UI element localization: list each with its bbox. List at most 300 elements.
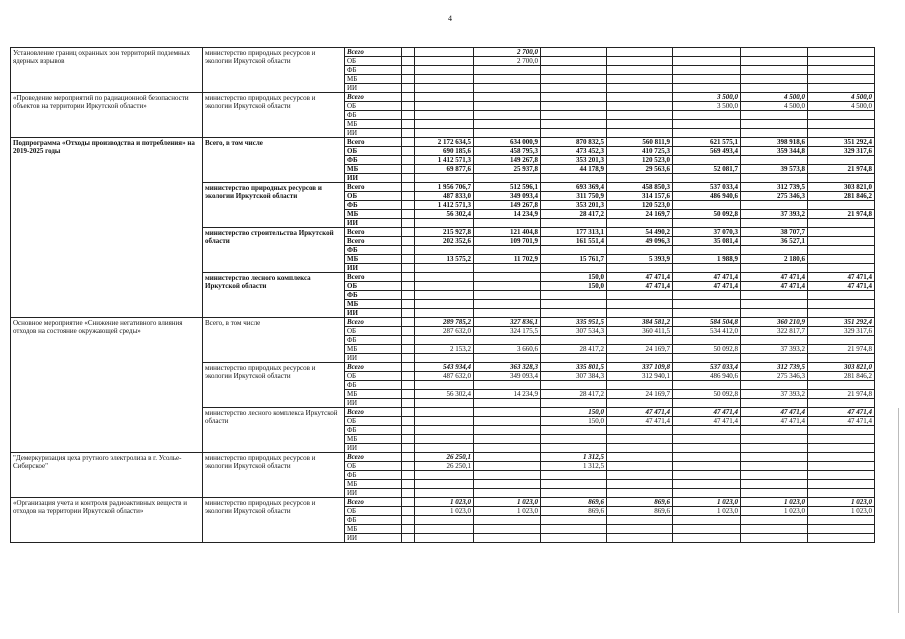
amount-cell <box>402 75 415 84</box>
amount-cell <box>808 66 875 75</box>
amount-cell <box>474 219 541 228</box>
amount-cell: 312 940,1 <box>607 372 673 381</box>
amount-cell: 49 096,3 <box>607 237 673 246</box>
amount-cell <box>402 237 415 246</box>
amount-cell: 1 023,0 <box>741 507 808 516</box>
amount-cell: 1 023,0 <box>415 507 474 516</box>
amount-cell <box>607 336 673 345</box>
amount-cell <box>808 201 875 210</box>
amount-cell <box>541 525 607 534</box>
amount-cell: 24 169,7 <box>607 390 673 399</box>
funding-source: ФБ <box>345 201 402 210</box>
amount-cell <box>474 489 541 498</box>
amount-cell <box>402 534 415 543</box>
amount-cell <box>541 174 607 183</box>
amount-cell <box>474 93 541 102</box>
amount-cell: 512 596,1 <box>474 183 541 192</box>
amount-cell <box>541 426 607 435</box>
amount-cell: 150,0 <box>541 273 607 282</box>
amount-cell: 14 234,9 <box>474 390 541 399</box>
amount-cell: 314 157,6 <box>607 192 673 201</box>
responsible-executor: министерство природных ресурсов и экологии Иркутской области <box>203 498 345 543</box>
funding-source: МБ <box>345 210 402 219</box>
amount-cell: 543 934,4 <box>415 363 474 372</box>
responsible-executor: министерство природных ресурсов и экологии Иркутской области <box>203 183 345 228</box>
amount-cell <box>541 399 607 408</box>
scan-edge-line <box>898 408 899 613</box>
amount-cell <box>607 381 673 390</box>
amount-cell <box>607 291 673 300</box>
amount-cell <box>415 291 474 300</box>
amount-cell <box>741 156 808 165</box>
amount-cell: 47 471,4 <box>808 408 875 417</box>
amount-cell <box>741 174 808 183</box>
amount-cell <box>541 93 607 102</box>
amount-cell: 54 490,2 <box>607 228 673 237</box>
amount-cell: 47 471,4 <box>673 273 741 282</box>
amount-cell <box>402 174 415 183</box>
responsible-executor: министерство природных ресурсов и экологии Иркутской области <box>203 48 345 93</box>
amount-cell <box>541 57 607 66</box>
amount-cell <box>741 462 808 471</box>
amount-cell <box>415 525 474 534</box>
amount-cell <box>415 66 474 75</box>
amount-cell <box>402 282 415 291</box>
funding-source: ОБ <box>345 417 402 426</box>
amount-cell: 26 250,1 <box>415 453 474 462</box>
amount-cell <box>402 246 415 255</box>
amount-cell <box>474 381 541 390</box>
amount-cell <box>402 318 415 327</box>
amount-cell: 307 534,3 <box>541 327 607 336</box>
amount-cell: 47 471,4 <box>607 408 673 417</box>
amount-cell <box>673 354 741 363</box>
amount-cell <box>474 66 541 75</box>
amount-cell <box>474 444 541 453</box>
amount-cell <box>402 210 415 219</box>
amount-cell <box>607 516 673 525</box>
amount-cell <box>415 381 474 390</box>
amount-cell <box>402 372 415 381</box>
amount-cell <box>808 336 875 345</box>
amount-cell <box>607 84 673 93</box>
amount-cell <box>808 525 875 534</box>
amount-cell: 56 302,4 <box>415 390 474 399</box>
amount-cell: 26 250,1 <box>415 462 474 471</box>
amount-cell: 584 504,8 <box>673 318 741 327</box>
amount-cell <box>474 246 541 255</box>
amount-cell <box>402 471 415 480</box>
amount-cell: 359 344,8 <box>741 147 808 156</box>
amount-cell: 307 384,3 <box>541 372 607 381</box>
amount-cell: 1 023,0 <box>808 498 875 507</box>
funding-source: Всего <box>345 318 402 327</box>
amount-cell: 351 292,4 <box>808 138 875 147</box>
amount-cell <box>607 57 673 66</box>
amount-cell <box>402 354 415 363</box>
amount-cell: 303 821,0 <box>808 183 875 192</box>
amount-cell: 693 369,4 <box>541 183 607 192</box>
amount-cell: 37 070,3 <box>673 228 741 237</box>
amount-cell: 150,0 <box>541 408 607 417</box>
amount-cell: 486 940,6 <box>673 372 741 381</box>
amount-cell: 47 471,4 <box>673 282 741 291</box>
amount-cell: 47 471,4 <box>808 282 875 291</box>
funding-source: ОБ <box>345 372 402 381</box>
amount-cell: 534 412,0 <box>673 327 741 336</box>
funding-source: Всего <box>345 183 402 192</box>
amount-cell: 36 527,1 <box>741 237 808 246</box>
amount-cell <box>808 84 875 93</box>
amount-cell <box>741 525 808 534</box>
funding-source: ИИ <box>345 354 402 363</box>
amount-cell: 3 500,0 <box>673 102 741 111</box>
funding-source: ИИ <box>345 219 402 228</box>
amount-cell: 47 471,4 <box>607 417 673 426</box>
amount-cell <box>402 201 415 210</box>
amount-cell <box>607 444 673 453</box>
amount-cell <box>541 246 607 255</box>
amount-cell <box>808 471 875 480</box>
amount-cell <box>673 471 741 480</box>
amount-cell <box>402 57 415 66</box>
amount-cell <box>808 291 875 300</box>
measure-name: "Демеркуризация цеха ртутного электролиза в г. Усолье-Сибирское" <box>11 453 203 498</box>
amount-cell <box>541 381 607 390</box>
amount-cell <box>741 129 808 138</box>
amount-cell <box>673 399 741 408</box>
amount-cell: 353 201,3 <box>541 201 607 210</box>
amount-cell: 360 210,9 <box>741 318 808 327</box>
amount-cell: 384 581,2 <box>607 318 673 327</box>
amount-cell <box>741 516 808 525</box>
funding-source: ИИ <box>345 174 402 183</box>
amount-cell <box>741 336 808 345</box>
amount-cell <box>474 282 541 291</box>
amount-cell <box>402 426 415 435</box>
amount-cell: 109 701,9 <box>474 237 541 246</box>
funding-source: МБ <box>345 525 402 534</box>
amount-cell: 150,0 <box>541 417 607 426</box>
amount-cell: 150,0 <box>541 282 607 291</box>
amount-cell: 335 801,5 <box>541 363 607 372</box>
amount-cell <box>607 66 673 75</box>
amount-cell <box>673 489 741 498</box>
amount-cell: 458 850,3 <box>607 183 673 192</box>
table-row <box>11 93 875 102</box>
amount-cell <box>541 471 607 480</box>
amount-cell: 50 092,8 <box>673 390 741 399</box>
amount-cell: 349 093,4 <box>474 372 541 381</box>
amount-cell <box>741 291 808 300</box>
funding-source: ОБ <box>345 327 402 336</box>
funding-source: Всего <box>345 453 402 462</box>
funding-source: МБ <box>345 345 402 354</box>
amount-cell: 360 411,5 <box>607 327 673 336</box>
amount-cell: 289 785,2 <box>415 318 474 327</box>
amount-cell <box>808 462 875 471</box>
amount-cell <box>402 498 415 507</box>
funding-source: МБ <box>345 300 402 309</box>
amount-cell: 398 918,6 <box>741 138 808 147</box>
amount-cell <box>741 489 808 498</box>
funding-source: МБ <box>345 480 402 489</box>
amount-cell <box>673 156 741 165</box>
amount-cell <box>415 57 474 66</box>
amount-cell: 690 185,6 <box>415 147 474 156</box>
amount-cell: 47 471,4 <box>607 282 673 291</box>
amount-cell: 15 761,7 <box>541 255 607 264</box>
amount-cell <box>741 426 808 435</box>
amount-cell <box>415 273 474 282</box>
amount-cell: 50 092,8 <box>673 210 741 219</box>
amount-cell <box>402 381 415 390</box>
amount-cell: 275 346,3 <box>741 372 808 381</box>
amount-cell: 4 500,0 <box>741 93 808 102</box>
amount-cell <box>474 453 541 462</box>
amount-cell: 47 471,4 <box>808 417 875 426</box>
amount-cell: 537 033,4 <box>673 363 741 372</box>
amount-cell <box>474 120 541 129</box>
funding-source: ИИ <box>345 489 402 498</box>
amount-cell <box>808 228 875 237</box>
amount-cell <box>541 516 607 525</box>
responsible-executor: Всего, в том числе <box>203 138 345 183</box>
amount-cell <box>402 264 415 273</box>
amount-cell <box>808 111 875 120</box>
amount-cell <box>741 84 808 93</box>
amount-cell <box>415 111 474 120</box>
amount-cell <box>474 516 541 525</box>
amount-cell <box>808 444 875 453</box>
amount-cell: 621 575,1 <box>673 138 741 147</box>
amount-cell <box>415 489 474 498</box>
amount-cell <box>474 75 541 84</box>
amount-cell: 215 927,8 <box>415 228 474 237</box>
amount-cell <box>673 111 741 120</box>
table-row <box>11 318 875 327</box>
amount-cell <box>415 48 474 57</box>
amount-cell <box>402 147 415 156</box>
amount-cell <box>808 435 875 444</box>
amount-cell <box>402 507 415 516</box>
amount-cell <box>402 183 415 192</box>
amount-cell: 2 700,0 <box>474 57 541 66</box>
amount-cell <box>474 480 541 489</box>
table-row <box>11 498 875 507</box>
amount-cell <box>402 165 415 174</box>
amount-cell: 329 317,6 <box>808 147 875 156</box>
amount-cell: 11 702,9 <box>474 255 541 264</box>
amount-cell <box>402 300 415 309</box>
funding-source: ОБ <box>345 57 402 66</box>
amount-cell: 473 452,3 <box>541 147 607 156</box>
amount-cell <box>402 363 415 372</box>
amount-cell <box>402 336 415 345</box>
amount-cell <box>415 426 474 435</box>
amount-cell: 56 302,4 <box>415 210 474 219</box>
amount-cell <box>474 291 541 300</box>
amount-cell: 3 660,6 <box>474 345 541 354</box>
amount-cell: 275 346,3 <box>741 192 808 201</box>
amount-cell: 28 417,2 <box>541 345 607 354</box>
funding-source: ФБ <box>345 471 402 480</box>
amount-cell <box>541 120 607 129</box>
funding-source: Всего <box>345 273 402 282</box>
amount-cell <box>808 129 875 138</box>
amount-cell: 1 956 706,7 <box>415 183 474 192</box>
amount-cell <box>402 309 415 318</box>
amount-cell: 24 169,7 <box>607 210 673 219</box>
amount-cell <box>607 453 673 462</box>
amount-cell <box>808 255 875 264</box>
amount-cell <box>808 300 875 309</box>
funding-source: ФБ <box>345 156 402 165</box>
amount-cell <box>808 399 875 408</box>
amount-cell: 410 725,3 <box>607 147 673 156</box>
amount-cell: 21 974,8 <box>808 390 875 399</box>
funding-source: ФБ <box>345 246 402 255</box>
amount-cell <box>474 408 541 417</box>
amount-cell <box>474 354 541 363</box>
amount-cell <box>607 534 673 543</box>
amount-cell: 487 632,0 <box>415 372 474 381</box>
amount-cell: 349 093,4 <box>474 192 541 201</box>
amount-cell: 35 081,4 <box>673 237 741 246</box>
measure-name: Подпрограмма «Отходы производства и потребления» на 2019-2025 годы <box>11 138 203 318</box>
funding-source: ИИ <box>345 84 402 93</box>
amount-cell: 2 172 634,5 <box>415 138 474 147</box>
amount-cell <box>741 219 808 228</box>
amount-cell <box>541 435 607 444</box>
amount-cell <box>808 237 875 246</box>
amount-cell <box>541 48 607 57</box>
amount-cell <box>402 291 415 300</box>
amount-cell <box>415 471 474 480</box>
amount-cell <box>808 516 875 525</box>
amount-cell <box>541 489 607 498</box>
amount-cell <box>474 426 541 435</box>
measure-name: «Организация учета и контроля радиоактивных веществ и отходов на территории Иркутской области» <box>11 498 203 543</box>
amount-cell <box>415 435 474 444</box>
funding-source: ИИ <box>345 444 402 453</box>
amount-cell: 312 739,5 <box>741 363 808 372</box>
amount-cell <box>808 174 875 183</box>
amount-cell: 329 317,6 <box>808 327 875 336</box>
amount-cell <box>474 462 541 471</box>
amount-cell <box>673 336 741 345</box>
amount-cell: 869,6 <box>607 507 673 516</box>
amount-cell <box>402 111 415 120</box>
amount-cell: 486 940,6 <box>673 192 741 201</box>
funding-source: ФБ <box>345 336 402 345</box>
amount-cell <box>474 273 541 282</box>
amount-cell <box>474 111 541 120</box>
amount-cell <box>808 156 875 165</box>
amount-cell <box>607 309 673 318</box>
amount-cell: 149 267,8 <box>474 201 541 210</box>
amount-cell: 47 471,4 <box>808 273 875 282</box>
funding-source: ИИ <box>345 399 402 408</box>
amount-cell: 47 471,4 <box>673 417 741 426</box>
amount-cell <box>607 246 673 255</box>
amount-cell <box>402 93 415 102</box>
amount-cell <box>673 201 741 210</box>
amount-cell <box>607 48 673 57</box>
amount-cell: 177 313,1 <box>541 228 607 237</box>
amount-cell <box>607 489 673 498</box>
responsible-executor: министерство природных ресурсов и экологии Иркутской области <box>203 363 345 408</box>
amount-cell <box>541 111 607 120</box>
amount-cell <box>673 84 741 93</box>
amount-cell: 25 937,8 <box>474 165 541 174</box>
amount-cell <box>415 75 474 84</box>
measure-name: «Проведение мероприятий по радиационной безопасности объектов на территории Иркутской области» <box>11 93 203 138</box>
amount-cell <box>808 246 875 255</box>
amount-cell <box>402 480 415 489</box>
amount-cell <box>415 300 474 309</box>
funding-source: Всего <box>345 237 402 246</box>
amount-cell: 351 292,4 <box>808 318 875 327</box>
amount-cell: 21 974,8 <box>808 210 875 219</box>
amount-cell <box>474 102 541 111</box>
amount-cell: 327 836,1 <box>474 318 541 327</box>
funding-source: Всего <box>345 93 402 102</box>
amount-cell <box>673 57 741 66</box>
funding-source: Всего <box>345 138 402 147</box>
amount-cell <box>415 93 474 102</box>
amount-cell: 149 267,8 <box>474 156 541 165</box>
amount-cell <box>474 84 541 93</box>
amount-cell: 4 500,0 <box>808 102 875 111</box>
responsible-executor: министерство природных ресурсов и экологии Иркутской области <box>203 93 345 138</box>
amount-cell: 29 563,6 <box>607 165 673 174</box>
amount-cell <box>673 381 741 390</box>
table-row <box>11 48 875 57</box>
amount-cell: 44 178,9 <box>541 165 607 174</box>
amount-cell <box>415 336 474 345</box>
amount-cell <box>607 75 673 84</box>
amount-cell <box>808 48 875 57</box>
responsible-executor: Всего, в том числе <box>203 318 345 363</box>
funding-source: ОБ <box>345 462 402 471</box>
amount-cell <box>415 480 474 489</box>
amount-cell <box>474 534 541 543</box>
amount-cell <box>808 120 875 129</box>
amount-cell: 337 109,8 <box>607 363 673 372</box>
amount-cell <box>607 93 673 102</box>
funding-source: МБ <box>345 255 402 264</box>
amount-cell <box>673 453 741 462</box>
amount-cell <box>808 219 875 228</box>
amount-cell: 1 023,0 <box>415 498 474 507</box>
amount-cell: 4 500,0 <box>741 102 808 111</box>
amount-cell <box>402 345 415 354</box>
amount-cell <box>402 66 415 75</box>
amount-cell: 121 404,8 <box>474 228 541 237</box>
amount-cell <box>673 516 741 525</box>
amount-cell <box>673 120 741 129</box>
amount-cell <box>402 462 415 471</box>
amount-cell: 161 551,4 <box>541 237 607 246</box>
amount-cell: 202 352,6 <box>415 237 474 246</box>
funding-source: Всего <box>345 228 402 237</box>
amount-cell <box>402 399 415 408</box>
amount-cell <box>474 264 541 273</box>
amount-cell: 869,6 <box>541 507 607 516</box>
amount-cell: 37 393,2 <box>741 210 808 219</box>
amount-cell <box>474 471 541 480</box>
